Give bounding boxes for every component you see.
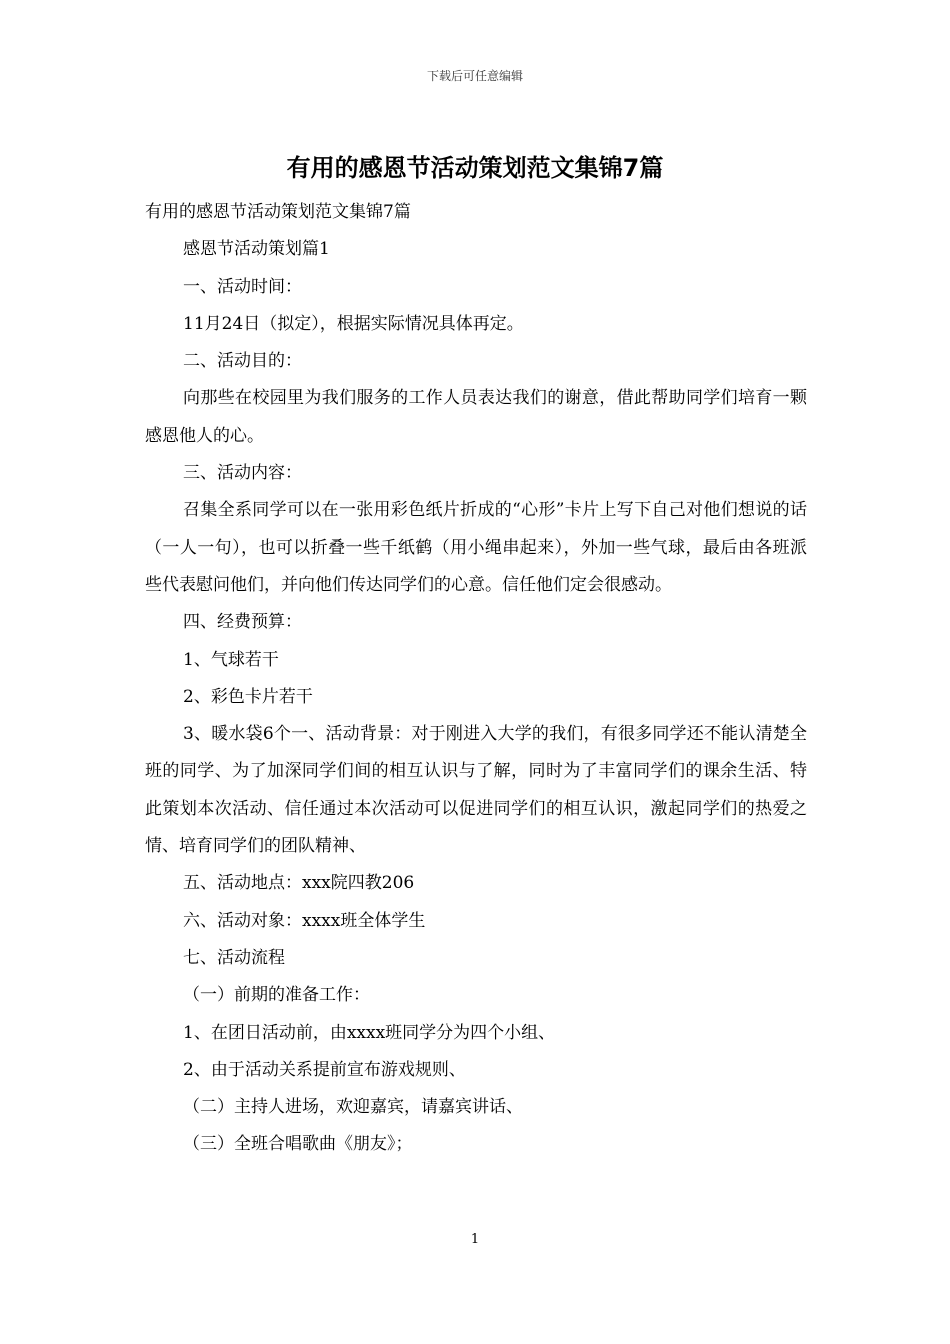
document-body [145, 194, 807, 1164]
paragraph: （一）前期的准备工作： [183, 985, 370, 1006]
paragraph: 六、活动对象：xxxx班全体学生 [183, 910, 426, 931]
paragraph: 一、活动时间： [183, 276, 302, 297]
paragraph: 四、经费预算： [183, 612, 302, 633]
paragraph: 3、暖水袋6个一、活动背景：对于刚进入大学的我们，有很多同学还不能认清楚全班的同学、为了加深同学们间的相互认识与了解，同时为了丰富同学们的课余生活、特此策划本次活动、信任通过本次活动可以促进同学们的相互认识，激起同学们的热爱之情、培育同学们的团队精神、 [145, 724, 807, 857]
paragraph: 感恩节活动策划篇1 [183, 239, 330, 260]
paragraph: 三、活动内容： [183, 463, 302, 484]
paragraph: 召集全系同学可以在一张用彩色纸片折成的“心形”卡片上写下自己对他们想说的话（一人一句），也可以折叠一些千纸鹤（用小绳串起来），外加一些气球，最后由各班派些代表慰问他们，并向他们传达同学们的心意。信任他们定会很感动。 [145, 500, 807, 595]
header-note: 下载后可任意编辑 [426, 69, 523, 83]
paragraph: 2、由于活动关系提前宣布游戏规则、 [183, 1059, 466, 1080]
paragraph: 二、活动目的： [183, 351, 302, 372]
page-number: 1 [470, 1232, 480, 1247]
paragraph: 1、气球若干 [183, 649, 279, 670]
paragraph: 七、活动流程 [183, 947, 285, 968]
paragraph: 1、在团日活动前，由xxxx班同学分为四个小组、 [183, 1022, 556, 1043]
paragraph: 11月24日（拟定），根据实际情况具体再定。 [183, 313, 524, 334]
paragraph: 五、活动地点：xxx院四教206 [183, 873, 415, 894]
paragraph: 2、彩色卡片若干 [183, 686, 313, 707]
paragraph: （三）全班合唱歌曲《朋友》； [183, 1134, 413, 1155]
document-title: 有用的感恩节活动策划范文集锦7篇 [286, 154, 664, 182]
paragraph: 向那些在校园里为我们服务的工作人员表达我们的谢意，借此帮助同学们培育一颗感恩他人的心。 [145, 388, 807, 446]
paragraph: （二）主持人进场，欢迎嘉宾，请嘉宾讲话、 [183, 1097, 523, 1118]
paragraph: 有用的感恩节活动策划范文集锦7篇 [145, 202, 411, 222]
